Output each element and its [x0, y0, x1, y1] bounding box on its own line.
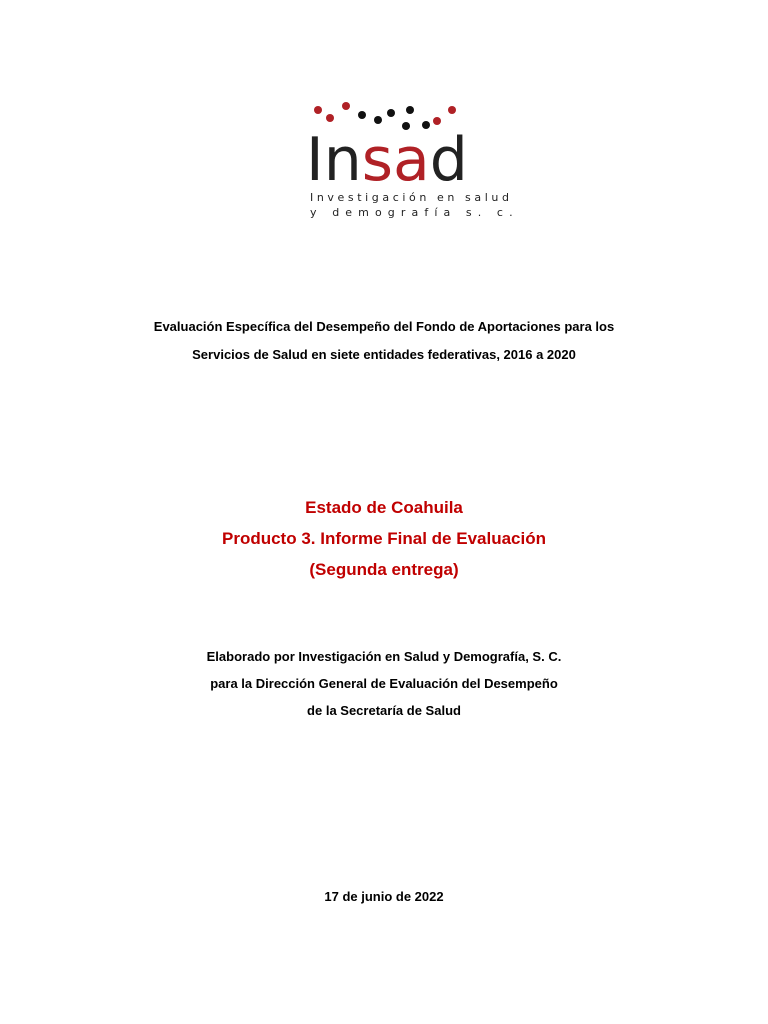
author-line: Elaborado por Investigación en Salud y Demografía, S. C.: [206, 649, 562, 664]
document-title-line: Servicios de Salud en siete entidades federativas, 2016 a 2020: [192, 347, 576, 362]
insad-logo: [300, 100, 519, 225]
logo-dot: [374, 116, 382, 124]
logo-dot: [342, 102, 350, 110]
delivery-heading: (Segunda entrega): [309, 560, 459, 579]
author-block: [0, 643, 768, 724]
product-heading: Producto 3. Informe Final de Evaluación: [221, 529, 546, 548]
document-title-line: Evaluación Específica del Desempeño del Fondo de Aportaciones para los: [153, 319, 615, 334]
document-subtitle: [0, 492, 768, 585]
logo-dot: [326, 114, 334, 122]
author-line: de la Secretaría de Salud: [307, 703, 461, 718]
logo-dot: [387, 109, 395, 117]
logo-dot: [433, 117, 441, 125]
insad-logo-mark: [300, 100, 480, 190]
document-date: 17 de junio de 2022: [324, 889, 444, 904]
author-line: para la Dirección General de Evaluación del Desempeño: [210, 676, 558, 691]
logo-dot: [448, 106, 456, 114]
document-date-block: [0, 883, 768, 910]
logo-dot: [358, 111, 366, 119]
logo-wordmark: Insad: [306, 125, 468, 190]
state-heading: Estado de Coahuila: [305, 498, 463, 517]
logo-dot: [406, 106, 414, 114]
logo-tagline-line2: y demografía s. c.: [310, 206, 519, 219]
logo-tagline-line1: Investigación en salud: [310, 191, 513, 204]
logo-dot: [314, 106, 322, 114]
document-title: [0, 313, 768, 369]
